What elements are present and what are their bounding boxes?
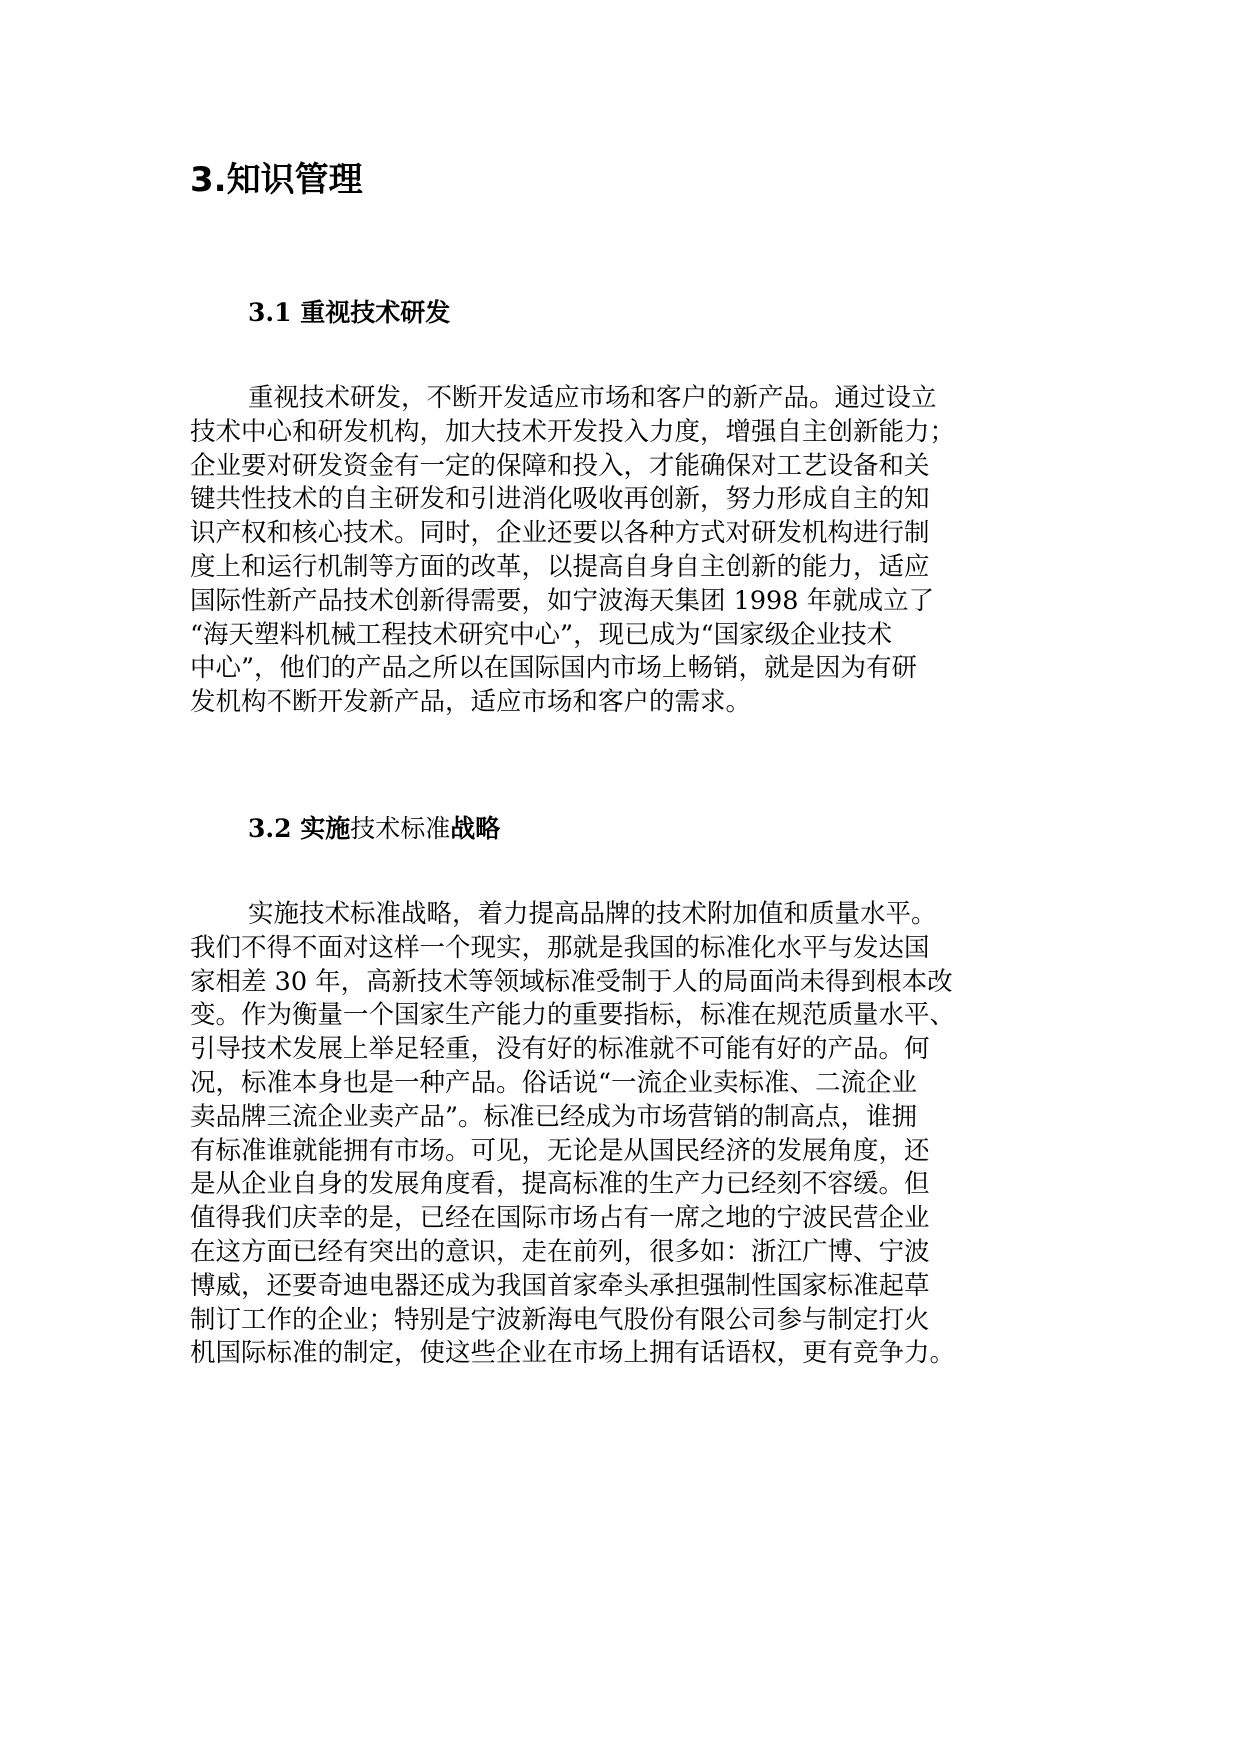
section-heading-3-2-part: 技术标准 [350,814,451,843]
paragraph-line: 实施技术标准战略，着力提高品牌的技术附加值和质量水平。 [248,899,937,929]
paragraph-line: 企业要对研发资金有一定的保障和投入，才能确保对工艺设备和关 [190,450,930,481]
chapter-title: 3.知识管理 [190,160,363,200]
paragraph-line: 机国际标准的制定，使这些企业在市场上拥有话语权，更有竞争力。 [190,1338,956,1369]
paragraph-line: “海天塑料机械工程技术研究中心”，现已成为“国家级企业技术 [190,619,893,650]
paragraph-line: 博威，还要奇迪电器还成为我国首家牵头承担强制性国家标准起草 [190,1270,930,1301]
paragraph-line: 在这方面已经有突出的意识，走在前列，很多如：浙江广博、宁波 [190,1236,930,1267]
section-heading-3-1-text: 3.1 重视技术研发 [248,298,451,327]
paragraph-line: 发机构不断开发新产品，适应市场和客户的需求。 [190,687,752,718]
paragraph-line: 识产权和核心技术。同时，企业还要以各种方式对研发机构进行制 [190,518,930,549]
paragraph-line: 国际性新产品技术创新得需要，如宁波海天集团 1998 年就成立了 [190,585,935,616]
paragraph-line: 卖品牌三流企业卖产品”。标准已经成为市场营销的制高点，谁拥 [190,1101,918,1132]
paragraph-line: 有标准谁就能拥有市场。可见，无论是从国民经济的发展角度，还 [190,1135,930,1166]
paragraph-line: 键共性技术的自主研发和引进消化吸收再创新，努力形成自主的知 [190,484,930,515]
paragraph-line: 制订工作的企业；特别是宁波新海电气股份有限公司参与制定打火 [190,1304,930,1335]
section-heading-3-2 [248,813,500,845]
paragraph-line: 是从企业自身的发展角度看，提高标准的生产力已经刻不容缓。但 [190,1169,930,1200]
paragraph-line: 家相差 30 年，高新技术等领域标准受制于人的局面尚未得到根本改 [190,966,953,997]
paragraph-line: 变。作为衡量一个国家生产能力的重要指标，标准在规范质量水平、 [190,1000,956,1031]
paragraph-line: 值得我们庆幸的是，已经在国际市场占有一席之地的宁波民营企业 [190,1203,930,1234]
section-3-1-paragraph [190,382,1080,720]
paragraph-line: 况，标准本身也是一种产品。俗话说“一流企业卖标准、二流企业 [190,1067,918,1098]
section-heading-3-2-part: 3.2 实施 [248,814,351,843]
section-3-2-paragraph [190,898,1080,1371]
section-heading-3-2-part: 战略 [450,814,501,843]
paragraph-line: 度上和运行机制等方面的改革，以提高自身自主创新的能力，适应 [190,551,930,582]
paragraph-line: 引导技术发展上举足轻重，没有好的标准就不可能有好的产品。何 [190,1034,930,1065]
section-heading-3-1 [248,297,450,329]
paragraph-line: 重视技术研发，不断开发适应市场和客户的新产品。通过设立 [248,383,937,413]
paragraph-line: 技术中心和研发机构，加大技术开发投入力度，增强自主创新能力； [190,416,956,447]
paragraph-line: 中心”，他们的产品之所以在国际国内市场上畅销，就是因为有研 [190,653,918,684]
paragraph-line: 我们不得不面对这样一个现实，那就是我国的标准化水平与发达国 [190,932,930,963]
